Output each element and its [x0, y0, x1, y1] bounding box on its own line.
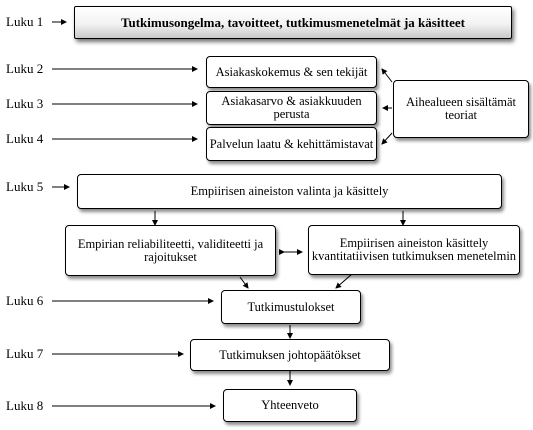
theories-text: Aihealueen sisältämät teoriat	[405, 95, 517, 122]
reliability-text: Empirian reliabiliteetti, validiteetti ja rajoitukset	[77, 236, 264, 264]
chapter-label-7: Luku 7	[6, 346, 44, 361]
chapter-label-6: Luku 6	[6, 293, 44, 308]
header-text: Tutkimusongelma, tavoitteet, tutkimusmenetelmät ja käsitteet	[121, 15, 465, 30]
service-quality-box	[206, 127, 377, 161]
summary-box	[223, 389, 357, 422]
reliability-box	[65, 225, 276, 276]
summary-text: Yhteenveto	[261, 398, 319, 412]
conclusions-box	[190, 339, 390, 371]
customer-experience-text: Asiakaskokemus & sen tekijät	[215, 64, 368, 79]
chapter-label-1: Luku 1	[6, 14, 44, 29]
service-quality-text: Palvelun laatu & kehittämistavat	[209, 136, 374, 151]
customer-value-text: Asiakasarvo & asiakkuuden perusta	[221, 94, 362, 121]
arrow-theories-to-quality	[382, 133, 392, 144]
results-box	[221, 290, 361, 324]
chapter-label-8: Luku 8	[6, 398, 44, 413]
quantitative-text: Empiirisen aineiston käsittely kvantitatiivisen tutkimuksen menetelmin	[311, 236, 517, 263]
empirical-selection-box	[77, 174, 502, 209]
arrow-theories-to-experience	[382, 69, 392, 82]
conclusions-text: Tutkimuksen johtopäätökset	[219, 347, 361, 362]
chapter-label-3: Luku 3	[6, 96, 44, 111]
customer-value-box	[206, 91, 377, 125]
results-text: Tutkimustulokset	[247, 299, 335, 314]
arrow-reliability-to-results	[240, 277, 248, 288]
quantitative-box	[308, 225, 520, 275]
customer-experience-box	[206, 56, 377, 88]
chapter-label-2: Luku 2	[6, 61, 44, 76]
arrow-quantitative-to-results	[336, 274, 352, 288]
chapter-label-5: Luku 5	[6, 179, 44, 194]
header-box	[74, 6, 512, 39]
empirical-selection-text: Empiirisen aineiston valinta ja käsittely	[190, 184, 389, 198]
chapter-label-4: Luku 4	[6, 131, 44, 146]
theories-box	[393, 80, 529, 138]
